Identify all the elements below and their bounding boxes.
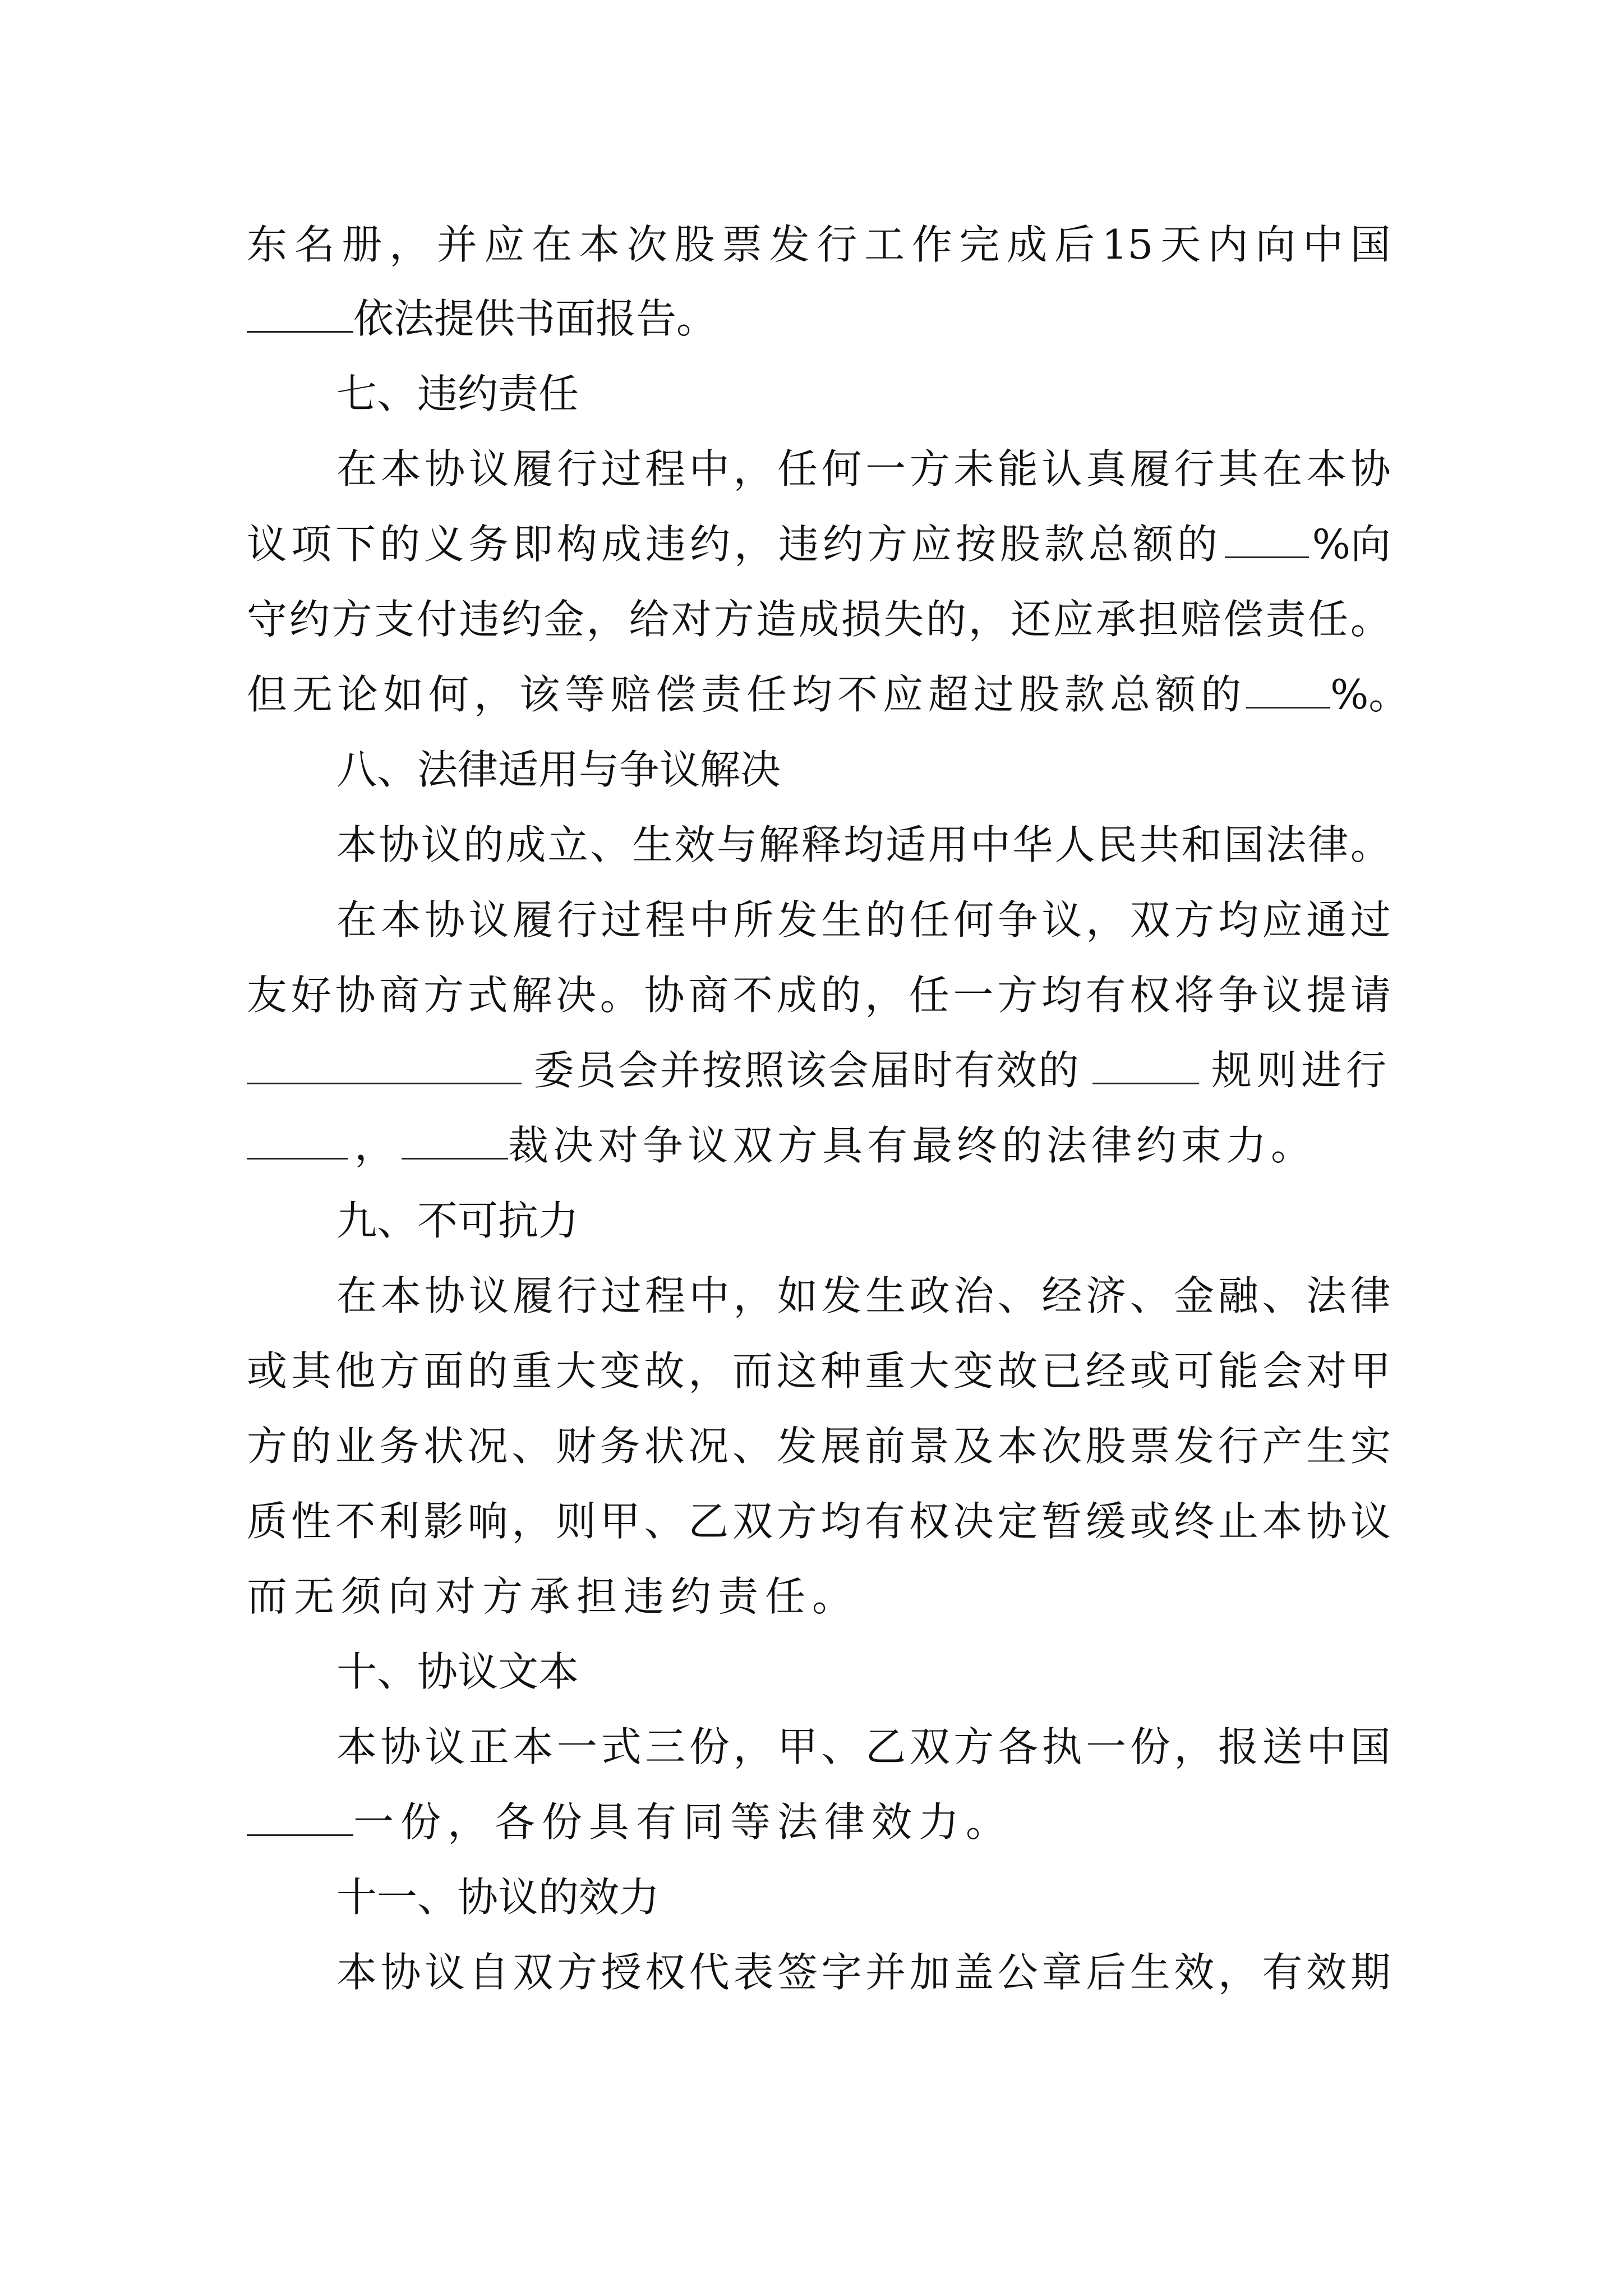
fill-in-blank[interactable] — [1246, 666, 1330, 708]
text-line: 本 协 议 自 双 方 授 权 代 表 签 字 并 加 盖 公 章 后 生 效 ， 有 效 期 — [336, 1949, 1391, 1996]
text-line: ， 裁决对争议双方具有最终的法律约束力。 — [247, 1117, 1391, 1174]
section-heading: 十、协议文本 — [336, 1648, 579, 1695]
section-heading: 十一、协议的效力 — [336, 1874, 660, 1921]
text-line: 委员会并按照该会届时有效的 规则进行 — [247, 1042, 1391, 1098]
fill-in-blank[interactable] — [247, 1794, 353, 1836]
text-line: 本 协 议 正 本 一 式 三 份 ， 甲 、 乙 双 方 各 执 一 份 ， 报 送 中 国 — [336, 1723, 1391, 1770]
text-line: 方 的 业 务 状 况 、 财 务 状 况 、 发 展 前 景 及 本 次 股 票 发 行 产 生 实 — [247, 1423, 1391, 1470]
text-line: 在 本 协 议 履 行 过 程 中 ， 如 发 生 政 治 、 经 济 、 金 融 、 法 律 — [336, 1272, 1391, 1319]
text-line: 而无须向对方承担违约责任。 — [247, 1573, 860, 1620]
text-line: 但无论如何，该等赔偿责任均不应超过股款总额的 %。 — [247, 666, 1413, 723]
fill-in-blank[interactable] — [247, 291, 353, 333]
text-line: 或 其 他 方 面 的 重 大 变 故 ， 而 这 种 重 大 变 故 已 经 或 可 能 会 对 甲 — [247, 1347, 1391, 1395]
section-heading: 八、法律适用与争议解决 — [336, 746, 781, 793]
fill-in-blank[interactable] — [1225, 516, 1309, 558]
fill-in-blank[interactable] — [1092, 1042, 1199, 1084]
section-heading: 七、违约责任 — [336, 370, 579, 417]
fill-in-blank[interactable] — [247, 1042, 522, 1084]
text-line: 友 好 协 商 方 式 解 决 。 协 商 不 成 的 ， 任 一 方 均 有 权 将 争 议 提 请 — [247, 972, 1391, 1019]
text-line: 一份，各份具有同等法律效力。 — [247, 1794, 1391, 1850]
fill-in-blank[interactable] — [247, 1117, 348, 1159]
text-line: 质 性 不 利 影 响 ， 则 甲 、 乙 双 方 均 有 权 决 定 暂 缓 或 终 止 本 协 议 — [247, 1498, 1391, 1545]
text-line: 东 名 册 ， 并 应 在 本 次 股 票 发 行 工 作 完 成 后 15 天 内 向 中 国 — [247, 221, 1391, 268]
text-line: 本 协 议 的 成 立 、 生 效 与 解 释 均 适 用 中 华 人 民 共 和 国 法 律 。 — [336, 821, 1391, 868]
text-line: 在 本 协 议 履 行 过 程 中 ， 任 何 一 方 未 能 认 真 履 行 其 在 本 协 — [336, 445, 1391, 493]
text-line: 议项下的义务即构成违约，违约方应按股款总额的 %向 — [247, 516, 1391, 572]
section-heading: 九、不可抗力 — [336, 1197, 579, 1244]
text-line: 守 约 方 支 付 违 约 金 ， 给 对 方 造 成 损 失 的 ， 还 应 承 担 赔 偿 责 任 。 — [247, 596, 1391, 643]
text-line: 在 本 协 议 履 行 过 程 中 所 发 生 的 任 何 争 议 ， 双 方 均 应 通 过 — [336, 896, 1391, 944]
fill-in-blank[interactable] — [402, 1117, 508, 1159]
text-line: 依法提供书面报告。 — [247, 291, 1391, 347]
